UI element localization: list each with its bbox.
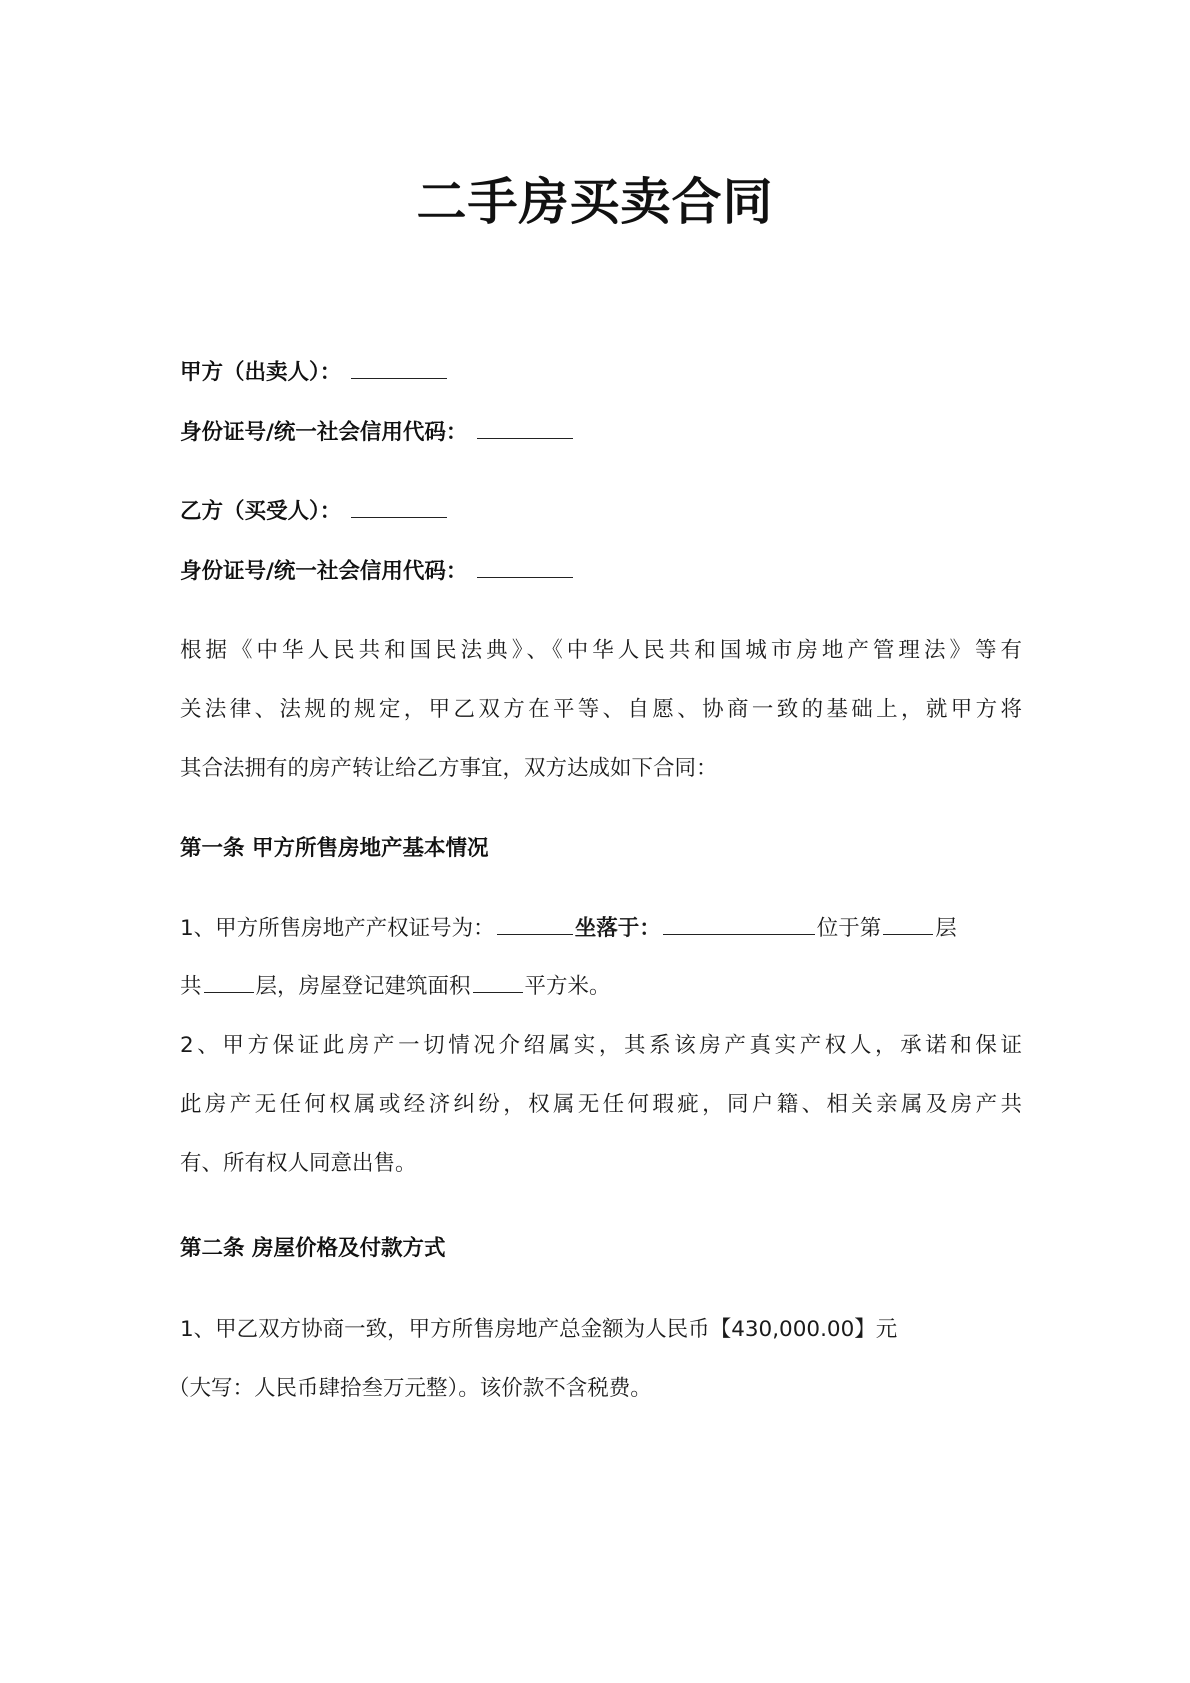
article-2-heading: 第二条 房屋价格及付款方式 — [180, 1236, 446, 1261]
cert-number-label: 1、甲方所售房地产产权证号为： — [180, 916, 495, 941]
party-a-label: 甲方（出卖人）： — [180, 360, 342, 385]
party-a-id-label: 身份证号/统一社会信用代码： — [180, 420, 468, 445]
area-blank[interactable] — [473, 972, 523, 993]
party-a-id-line — [180, 418, 1022, 448]
location-blank[interactable] — [663, 914, 815, 935]
party-b-id-blank[interactable] — [477, 557, 573, 578]
article-2-clause-1-line-2: （大写：人民币肆拾叁万元整）。该价款不含税费。 — [168, 1376, 652, 1401]
party-b-id-line — [180, 557, 1022, 587]
floor-unit: 层 — [935, 916, 957, 941]
party-b-label: 乙方（买受人）： — [180, 499, 342, 524]
article-1-clause-1-line-1 — [180, 914, 1022, 944]
preamble-line-3: 其合法拥有的房产转让给乙方事宜，双方达成如下合同： — [180, 756, 718, 781]
party-a-name-blank[interactable] — [351, 358, 447, 379]
article-1-heading: 第一条 甲方所售房地产基本情况 — [180, 836, 489, 861]
party-a-id-blank[interactable] — [477, 418, 573, 439]
price-amount: 【430,000.00】 — [709, 1317, 876, 1342]
preamble-line-1: 根据《中华人民共和国民法典》、《中华人民共和国城市房地产管理法》等有 — [180, 638, 1022, 663]
party-b-name-blank[interactable] — [351, 497, 447, 518]
article-1-clause-1-line-2 — [180, 972, 1022, 1002]
area-unit: 平方米。 — [524, 974, 611, 999]
preamble-line-2: 关法律、法规的规定，甲乙双方在平等、自愿、协商一致的基础上，就甲方将 — [180, 697, 1022, 722]
article-2-clause-1-line-1 — [180, 1315, 1022, 1345]
price-unit: 元 — [875, 1317, 898, 1342]
party-b-line — [180, 497, 1022, 527]
floor-blank[interactable] — [883, 914, 933, 935]
document-title: 二手房买卖合同 — [416, 173, 774, 231]
article-1-clause-2-line-3: 有、所有权人同意出售。 — [180, 1151, 417, 1176]
area-label: 层，房屋登记建筑面积 — [255, 974, 471, 999]
total-floors-label: 共 — [180, 974, 202, 999]
located-label: 坐落于： — [574, 916, 661, 941]
floor-label: 位于第 — [816, 916, 882, 941]
price-label: 1、甲乙双方协商一致，甲方所售房地产总金额为人民币 — [180, 1317, 710, 1342]
party-b-id-label: 身份证号/统一社会信用代码： — [180, 559, 468, 584]
party-a-line — [180, 358, 1022, 388]
cert-number-blank[interactable] — [497, 914, 573, 935]
article-1-clause-2-line-2: 此房产无任何权属或经济纠纷，权属无任何瑕疵，同户籍、相关亲属及房产共 — [180, 1092, 1022, 1117]
total-floors-blank[interactable] — [204, 972, 254, 993]
article-1-clause-2-line-1: 2、甲方保证此房产一切情况介绍属实，其系该房产真实产权人，承诺和保证 — [180, 1033, 1022, 1058]
